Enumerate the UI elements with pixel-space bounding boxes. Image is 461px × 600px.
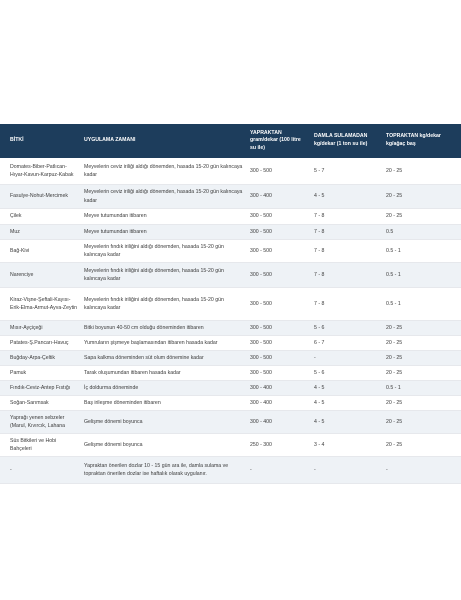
cell-yapraktan: 250 - 300 bbox=[247, 434, 311, 457]
table-row bbox=[0, 457, 461, 484]
cell-yapraktan: 300 - 500 bbox=[247, 263, 311, 288]
cell-topraktan: 20 - 25 bbox=[383, 396, 461, 411]
cell-uygulama-zamani: Gelişme dönemi boyunca bbox=[81, 411, 247, 434]
cell-yapraktan: 300 - 400 bbox=[247, 411, 311, 434]
cell-uygulama-zamani: Meyvelerin ceviz iriliği aldığı dönemden, hasada 15-20 gün kalıncaya kadar bbox=[81, 185, 247, 209]
cell-yapraktan: - bbox=[247, 457, 311, 484]
table-row bbox=[0, 225, 461, 240]
cell-topraktan: 0.5 - 1 bbox=[383, 288, 461, 321]
cell-damla-sulamadan: - bbox=[311, 457, 383, 484]
table-row bbox=[0, 434, 461, 457]
cell-topraktan: 20 - 25 bbox=[383, 434, 461, 457]
header-topraktan: TOPRAKTAN kg/dekar kg/ağaç baş bbox=[383, 124, 461, 158]
cell-bitki: Yaprağı yenen sebzeler (Marul, Kıvırcık, Lahana bbox=[0, 411, 81, 434]
cell-damla-sulamadan: - bbox=[311, 351, 383, 366]
cell-uygulama-zamani: Yumruların şişmeye başlamasından itibaren hasada kadar bbox=[81, 336, 247, 351]
cell-bitki: Narenciye bbox=[0, 263, 81, 288]
cell-topraktan: 20 - 25 bbox=[383, 158, 461, 185]
header-yapraktan: YAPRAKTAN gram/dekar (100 litre su ile) bbox=[247, 124, 311, 158]
cell-topraktan: 20 - 25 bbox=[383, 209, 461, 225]
cell-damla-sulamadan: 3 - 4 bbox=[311, 434, 383, 457]
cell-yapraktan: 300 - 500 bbox=[247, 321, 311, 336]
fertilizer-usage-table bbox=[0, 124, 461, 484]
cell-uygulama-zamani: Meyve tutumundan itibaren bbox=[81, 209, 247, 225]
cell-damla-sulamadan: 4 - 5 bbox=[311, 411, 383, 434]
cell-uygulama-zamani: Meyvelerin fındık iriliğini aldığı dönemden, hasada 15-20 gün kalıncaya kadar bbox=[81, 288, 247, 321]
cell-topraktan: 0.5 - 1 bbox=[383, 263, 461, 288]
cell-bitki: Fasulye-Nohut-Mercimek bbox=[0, 185, 81, 209]
cell-uygulama-zamani: Gelişme dönemi boyunca bbox=[81, 434, 247, 457]
cell-damla-sulamadan: 4 - 5 bbox=[311, 185, 383, 209]
cell-topraktan: 20 - 25 bbox=[383, 321, 461, 336]
cell-uygulama-zamani: Yapraktan önerilen dozlar 10 - 15 gün ara ile, damla sulama ve topraktan önerilen dozlar ise haftalık olarak uygulanır. bbox=[81, 457, 247, 484]
table-row bbox=[0, 396, 461, 411]
cell-uygulama-zamani: Meyvelerin ceviz iriliği aldığı dönemden, hasada 15-20 gün kalıncaya kadar bbox=[81, 158, 247, 185]
table-row bbox=[0, 321, 461, 336]
cell-yapraktan: 300 - 500 bbox=[247, 288, 311, 321]
cell-topraktan: 0.5 bbox=[383, 225, 461, 240]
cell-bitki: Pamuk bbox=[0, 366, 81, 381]
cell-uygulama-zamani: İç doldurma döneminde bbox=[81, 381, 247, 396]
table-row bbox=[0, 381, 461, 396]
cell-damla-sulamadan: 5 - 6 bbox=[311, 321, 383, 336]
table-row bbox=[0, 185, 461, 209]
table-row bbox=[0, 411, 461, 434]
cell-topraktan: 0.5 - 1 bbox=[383, 381, 461, 396]
cell-damla-sulamadan: 7 - 8 bbox=[311, 263, 383, 288]
cell-bitki: Patates-Ş.Pancarı-Havuç bbox=[0, 336, 81, 351]
table-row bbox=[0, 240, 461, 263]
cell-topraktan: 20 - 25 bbox=[383, 366, 461, 381]
cell-bitki: Süs Bitkileri ve Hobi Bahçeleri bbox=[0, 434, 81, 457]
cell-bitki: Bağ-Kivi bbox=[0, 240, 81, 263]
cell-topraktan: 20 - 25 bbox=[383, 351, 461, 366]
cell-damla-sulamadan: 4 - 5 bbox=[311, 381, 383, 396]
cell-uygulama-zamani: Tarak oluşumundan itibaren hasada kadar bbox=[81, 366, 247, 381]
cell-topraktan: - bbox=[383, 457, 461, 484]
table-header-row bbox=[0, 124, 461, 158]
cell-damla-sulamadan: 5 - 7 bbox=[311, 158, 383, 185]
cell-yapraktan: 300 - 500 bbox=[247, 209, 311, 225]
header-uygulama-zamani: UYGULAMA ZAMANI bbox=[81, 124, 247, 158]
table-row bbox=[0, 263, 461, 288]
cell-bitki: Muz bbox=[0, 225, 81, 240]
table-row bbox=[0, 288, 461, 321]
cell-yapraktan: 300 - 500 bbox=[247, 336, 311, 351]
table-row bbox=[0, 209, 461, 225]
cell-bitki: Soğan-Sarımsak bbox=[0, 396, 81, 411]
cell-topraktan: 0.5 - 1 bbox=[383, 240, 461, 263]
cell-uygulama-zamani: Baş irileşme döneminden itibaren bbox=[81, 396, 247, 411]
cell-topraktan: 20 - 25 bbox=[383, 336, 461, 351]
table-row bbox=[0, 351, 461, 366]
header-damla-sulamadan: DAMLA SULAMADAN kg/dekar (1 ton su ile) bbox=[311, 124, 383, 158]
cell-yapraktan: 300 - 500 bbox=[247, 240, 311, 263]
cell-bitki: Kiraz-Vişne-Şeftali-Kayısı-Erik-Elma-Armut-Ayva-Zeytin bbox=[0, 288, 81, 321]
cell-uygulama-zamani: Meyvelerin fındık iriliğini aldığı dönemden, hasada 15-20 gün kalıncaya kadar bbox=[81, 263, 247, 288]
cell-topraktan: 20 - 25 bbox=[383, 411, 461, 434]
cell-damla-sulamadan: 5 - 6 bbox=[311, 366, 383, 381]
table-body bbox=[0, 158, 461, 484]
cell-topraktan: 20 - 25 bbox=[383, 185, 461, 209]
cell-yapraktan: 300 - 400 bbox=[247, 381, 311, 396]
cell-yapraktan: 300 - 400 bbox=[247, 185, 311, 209]
cell-bitki: Domates-Biber-Patlıcan-Hıyar-Kavun-Karpuz-Kabak bbox=[0, 158, 81, 185]
cell-damla-sulamadan: 7 - 8 bbox=[311, 240, 383, 263]
cell-bitki: Çilek bbox=[0, 209, 81, 225]
table-row bbox=[0, 336, 461, 351]
cell-damla-sulamadan: 7 - 8 bbox=[311, 288, 383, 321]
cell-damla-sulamadan: 7 - 8 bbox=[311, 225, 383, 240]
cell-yapraktan: 300 - 500 bbox=[247, 158, 311, 185]
cell-yapraktan: 300 - 400 bbox=[247, 396, 311, 411]
cell-uygulama-zamani: Sapa kalkma döneminden süt olum dönemine kadar bbox=[81, 351, 247, 366]
cell-bitki: Buğday-Arpa-Çeltik bbox=[0, 351, 81, 366]
cell-uygulama-zamani: Meyvelerin fındık iriliğini aldığı dönemden, hasada 15-20 gün kalıncaya kadar bbox=[81, 240, 247, 263]
cell-damla-sulamadan: 4 - 5 bbox=[311, 396, 383, 411]
fertilizer-table-container bbox=[0, 124, 441, 484]
table-row bbox=[0, 366, 461, 381]
cell-yapraktan: 300 - 500 bbox=[247, 366, 311, 381]
cell-yapraktan: 300 - 500 bbox=[247, 351, 311, 366]
cell-uygulama-zamani: Bitki boyunun 40-50 cm olduğu döneminden itibaren bbox=[81, 321, 247, 336]
cell-bitki: Fındık-Ceviz-Antep Fıstığı bbox=[0, 381, 81, 396]
cell-bitki: - bbox=[0, 457, 81, 484]
table-row bbox=[0, 158, 461, 185]
cell-bitki: Mısır-Ayçiçeği bbox=[0, 321, 81, 336]
cell-uygulama-zamani: Meyve tutumundan itibaren bbox=[81, 225, 247, 240]
cell-damla-sulamadan: 7 - 8 bbox=[311, 209, 383, 225]
cell-yapraktan: 300 - 500 bbox=[247, 225, 311, 240]
cell-damla-sulamadan: 6 - 7 bbox=[311, 336, 383, 351]
header-bitki: BİTKİ bbox=[0, 124, 81, 158]
